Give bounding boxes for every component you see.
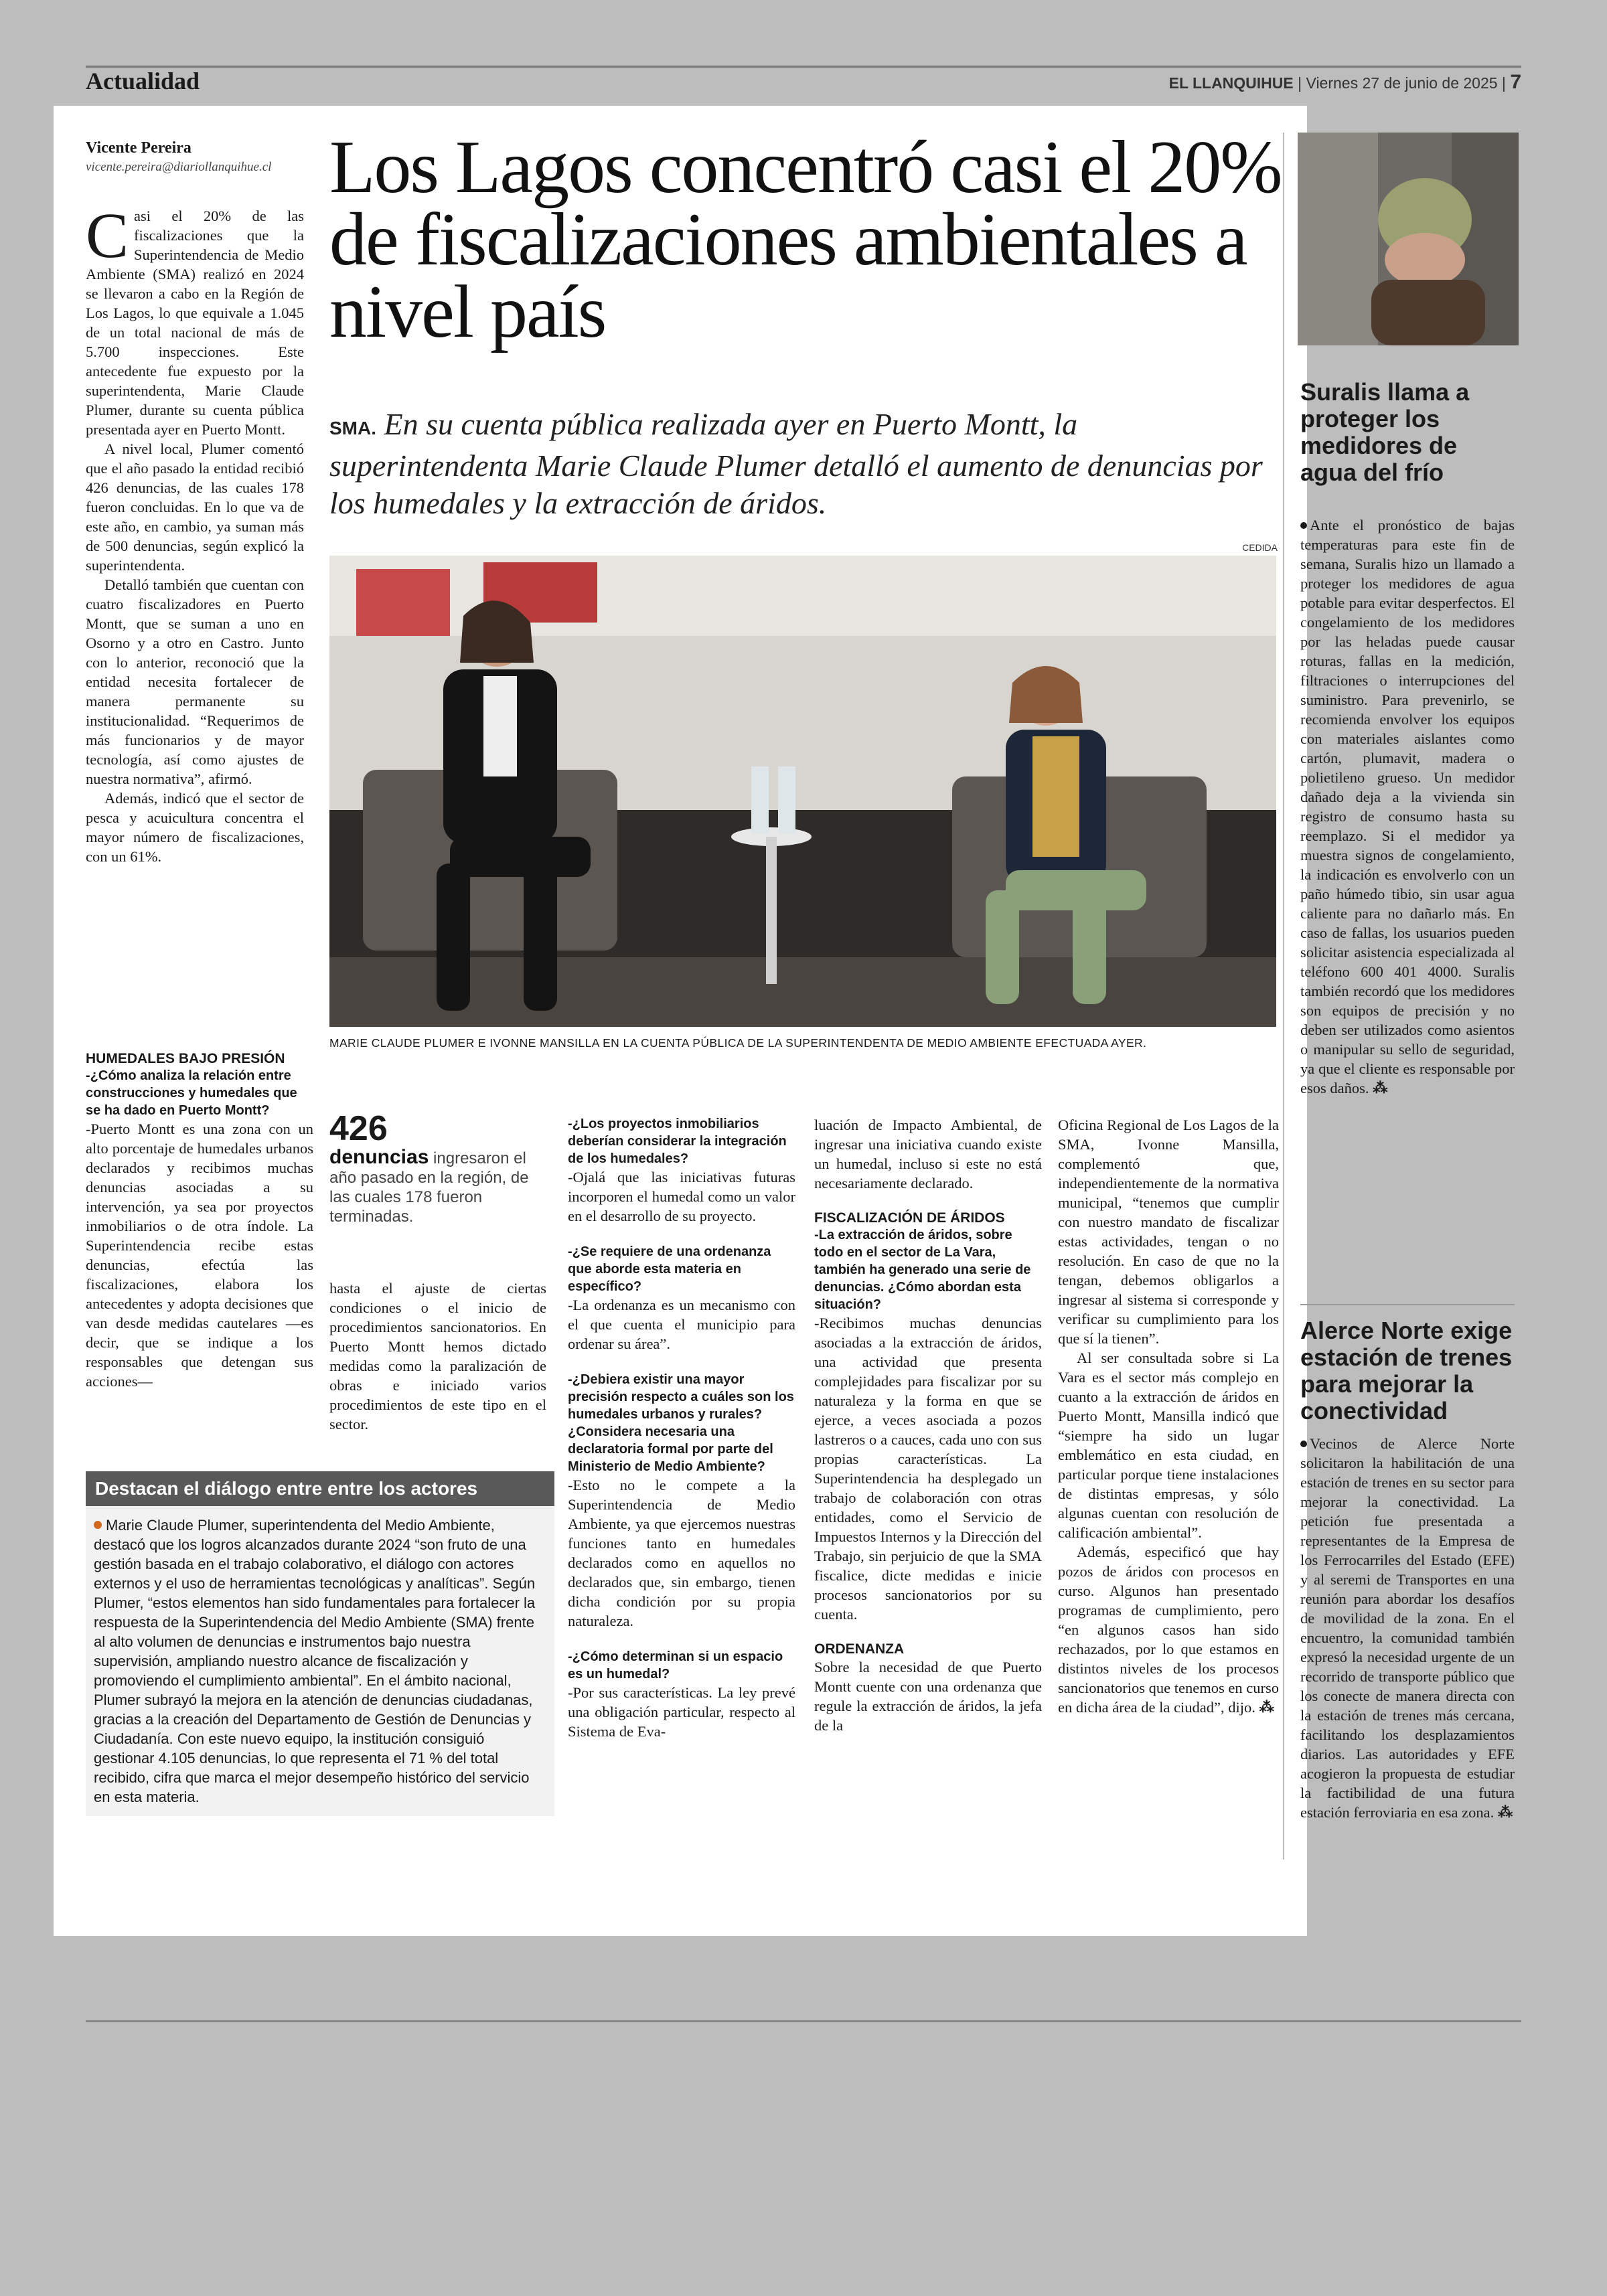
bullet-icon (94, 1521, 102, 1529)
headline: Los Lagos concentró casi el 20% de fiscalizaciones ambientales a nivel país (329, 126, 1282, 353)
answer: -Esto no le compete a la Superintendencia de Medio Ambiente, ya que ejercemos nuestras funciones tanto en humedales declarados como en aquellos no declarados que, sin embargo, tienen dicha condición por su propia naturaleza. (568, 1477, 795, 1629)
footer-rule (86, 2020, 1521, 2022)
body-paragraph: Al ser consultada sobre si La Vara es el sector más complejo en cuanto a la extracción de áridos en Puerto Montt, Mansilla indicó que “siempre ha sido un lugar emblemático en esta ciudad, en particular porque tiene instalaciones de distintas empresas, y sólo algunas cuentan con resolución de calificación ambiental”. (1058, 1349, 1279, 1541)
paper-name: EL LLANQUIHUE (1168, 74, 1294, 92)
column-divider (1283, 133, 1284, 1860)
mansilla-column (1058, 1115, 1279, 1717)
body-paragraph: Además, indicó que el sector de pesca y acuicultura concentra el mayor número de fiscalizaciones, con un 61%. (86, 790, 304, 865)
byline (86, 139, 300, 175)
sidebar-photo (1298, 133, 1519, 345)
photo-credit: CEDIDA (1242, 542, 1278, 553)
subhead-aridos: FISCALIZACIÓN DE ÁRIDOS (814, 1210, 1005, 1226)
answer: -Recibimos muchas denuncias asociadas a la extracción de áridos, una actividad que presenta complejidades para fiscalizar por su naturaleza y la forma en que se ejerce, a veces asociada a pozos lastreros o a cauces, cada uno con sus propias características. La Superintendencia ha desplegado un trabajo de colaboración con otras entidades, como el Servicio de Impuestos Internos y la Dirección del Trabajo, sin perjuicio de que la SMA fiscalice, dicte medidas e inicie procesos sancionatorios por su cuenta. (814, 1315, 1042, 1623)
section-label: Actualidad (86, 68, 200, 94)
stage-scene-image (329, 556, 1276, 1027)
author-name: Vicente Pereira (86, 139, 192, 157)
answer: -Puerto Montt es una zona con un alto porcentaje de humedales urbanos declarados y recibimos muchas denuncias asociadas a su intervención, ya sea por proyectos inmobiliarios o de otra índole. La Superintendencia recibe estas denuncias, efectúa las fiscalizaciones, elabora los antecedentes y adopta decisiones que van desde medidas cautelares —es decir, que se indique a los responsables que detengan sus acciones— (86, 1121, 313, 1390)
lead-column (86, 199, 304, 866)
body-paragraph: Oficina Regional de Los Lagos de la SMA, Ivonne Mansilla, complementó que, independientemente de la normativa municipal, “tenemos que cumplir con nuestro mandato de fiscalizar estas actividades, tengan o no resolución. En caso de que no la tengan, debemos obligarlos a ingresar al sistema si corresponde y verificar su cumplimiento para los que sí la tienen”. (1058, 1117, 1279, 1347)
page-number: 7 (1510, 71, 1521, 93)
winter-person-image (1298, 133, 1519, 345)
answer-continued: hasta el ajuste de ciertas condiciones o el inicio de procedimientos sancionatorios. En Puerto Montt hemos dictado medidas como la paralización de obras e iniciado varios procedimientos de este tipo en el sector. (329, 1280, 546, 1432)
drop-cap: C (86, 199, 129, 271)
sidebar-headline-suralis: Suralis llama a proteger los medidores de agua del frío (1300, 378, 1470, 486)
subhead-ordenanza: ORDENANZA (814, 1641, 905, 1657)
page-folio: EL LLANQUIHUE | Viernes 27 de junio de 2025 | 7 (1168, 71, 1521, 93)
stat-number: 426 (329, 1109, 388, 1148)
sidebar-text-suralis: Ante el pronóstico de bajas temperaturas para este fin de semana, Suralis hizo un llamado a proteger los medidores de agua potable para evitar desperfectos. El congelamiento de los medidores por las heladas puede causar roturas, fallas en la medición, filtraciones o interrupciones del suministro. Para prevenirlo, se recomienda envolver los equipos con materiales aislantes como cartón, plumavit, madera o polietileno grueso. Un medidor dañado deja a la vivienda sin registro de consumo hasta su reemplazo. Si el medidor ya muestra signos de congelamiento, la indicación es envolverlo con un paño húmedo tibio, sin usar agua caliente para no dañarlo más. En caso de fallas, los usuarios pueden solicitar asistencia especializada al teléfono 600 401 4000. Suralis también recordó que los medidores son equipos de precisión y no deben ser utilizados como asientos o manipular su sello de seguridad, ya que el cliente es responsable por esos daños. ⁂ (1300, 517, 1515, 1096)
bullet-icon (1300, 1441, 1307, 1447)
answer: -La ordenanza es un mecanismo con el que cuenta el municipio para ordenar su área”. (568, 1297, 795, 1352)
qa-column (568, 1115, 795, 1758)
author-email: vicente.pereira@diariollanquihue.cl (86, 160, 272, 174)
end-mark: ⁂ (1259, 1699, 1274, 1716)
body-paragraph: luación de Impacto Ambiental, de ingresar una iniciativa cuando existe un humedal, incluso si este no está necesariamente declarado. (814, 1117, 1042, 1192)
body-paragraph: Además, especificó que hay pozos de áridos con procesos en curso. Algunos han presentado programas de cumplimiento, pero “en algunos casos han sido rechazados, por lo que estamos en distintos niveles de los procesos sancionatorios que tenemos en curso en dicha área de la ciudad”, dijo. ⁂ (1058, 1544, 1279, 1716)
event-photo (329, 556, 1276, 1027)
stat-text: denuncias ingresaron el año pasado en la región, de las cuales 178 fueron terminadas. (329, 1146, 529, 1226)
body-paragraph: Sobre la necesidad de que Puerto Montt cuente con una ordenanza que regule la extracción de áridos, la jefa de la (814, 1659, 1042, 1734)
end-mark: ⁂ (1497, 1804, 1513, 1821)
question: -¿Cómo determinan si un espacio es un humedal? (568, 1649, 783, 1682)
header-rule (86, 66, 1521, 68)
box-title: Destacan el diálogo entre entre los actores (86, 1471, 554, 1506)
question: -¿Los proyectos inmobiliarios deberían considerar la integración de los humedales? (568, 1117, 787, 1166)
lead-paragraph: Casi el 20% de las fiscalizaciones que la Superintendencia de Medio Ambiente (SMA) realizó en 2024 se llevaron a cabo en la Región de Los Lagos, lo que equivale a 1.045 de un total nacional de más de 5.700 inspecciones. Este antecedente fue expuesto por la superintendenta, Marie Claude Plumer, durante su cuenta pública presentada ayer en Puerto Montt. (86, 199, 304, 438)
deck-tag: SMA. (329, 418, 376, 438)
answer: -Por sus características. La ley prevé una obligación particular, respecto al Sistema de Eva- (568, 1684, 795, 1740)
answer: -Ojalá que las iniciativas futuras incorporen el humedal como un valor en el desarrollo de su proyecto. (568, 1169, 795, 1224)
question: -¿Se requiere de una ordenanza que aborde esta materia en específico? (568, 1244, 771, 1294)
body-paragraph: A nivel local, Plumer comentó que el año pasado la entidad recibió 426 denuncias, de las cuales 178 fueron concluidas. En lo que va de este año, en cambio, ya suman más de 500 denuncias, según explicó la superintendenta. (86, 440, 304, 574)
aridos-column (814, 1115, 1042, 1735)
stat-label: denuncias (329, 1146, 429, 1168)
question: -La extracción de áridos, sobre todo en el sector de La Vara, también ha generado una serie de denuncias. ¿Cómo abordan esta situación? (814, 1228, 1031, 1312)
body-paragraph: Detalló también que cuentan con cuatro fiscalizadores en Puerto Montt, que se suman a uno en Osorno y a otro en Castro. Junto con lo anterior, reconoció que la entidad necesita fortalecer de manera permanente su institucionalidad. “Requerimos de más funcionarios y de mayor tecnología, así como ajustes de nuestra normativa”, afirmó. (86, 576, 304, 787)
box-body: Marie Claude Plumer, superintendenta del Medio Ambiente, destacó que los logros alcanzados durante 2024 “son fruto de una gestión basada en el trabajo colaborativo, el diálogo con actores externos y el uso de herramientas tecnológicas y analíticas”. Según Plumer, “estos elementos han sido fundamentales para fortalecer la respuesta de la Superintendencia del Medio Ambiente (SMA) frente al alto volumen de denuncias e instrumentos bajo nuestra supervisión, ampliando nuestro alcance de fiscalización y promoviendo el cumplimiento ambiental”. En el ámbito nacional, Plumer subrayó la mejora en la atención de denuncias ciudadanas, gracias a la creación del Departamento de Gestión de Denuncias y Ciudadanía. Con este nuevo equipo, la institución consiguió gestionar 4.105 denuncias, lo que representa el 71 % del total recibido, cifra que marca el mejor desempeño histórico del servicio en esta materia. (86, 1506, 554, 1816)
sidebar-headline-alerce: Alerce Norte exige estación de trenes para mejorar la conectividad (1300, 1317, 1513, 1424)
humedales-column (86, 1051, 313, 1391)
question: -¿Cómo analiza la relación entre construcciones y humedales que se ha dado en Puerto Montt? (86, 1068, 297, 1118)
bullet-icon (1300, 522, 1307, 529)
deck-text: En su cuenta pública realizada ayer en Puerto Montt, la superintendenta Marie Claude Plumer detalló el aumento de denuncias por los humedales y la extracción de áridos. (329, 407, 1263, 520)
subhead-humedales: HUMEDALES BAJO PRESIÓN (86, 1051, 285, 1066)
sidebar-text-alerce: Vecinos de Alerce Norte solicitaron la habilitación de una estación de trenes en su sector para mejorar la conectividad. La petición fue presentada a representantes de la Empresa de los Ferrocarriles del Estado (EFE) y al seremi de Transportes en una reunión para abordar los desafíos de movilidad de la zona. En el encuentro, la comunidad también expresó la necesidad urgente de un recorrido de transporte público que los conecte de manera directa con la estación de trenes más cercana, facilitando los desplazamientos diarios. Las autoridades y EFE acogieron la propuesta de estudiar la factibilidad de una futura estación ferroviaria en esa zona. ⁂ (1300, 1435, 1515, 1821)
question: -¿Debiera existir una mayor precisión respecto a cuáles son los humedales urbanos y rurales? ¿Considera necesaria una declaratoria formal por parte del Ministerio de Medio Ambiente? (568, 1372, 794, 1474)
issue-date: Viernes 27 de junio de 2025 (1306, 74, 1498, 92)
photo-caption: MARIE CLAUDE PLUMER E IVONNE MANSILLA EN LA CUENTA PÚBLICA DE LA SUPERINTENDENTA DE MEDIO AMBIENTE EFECTUADA AYER. (329, 1036, 1147, 1050)
stat-callout (329, 1110, 550, 1226)
end-mark: ⁂ (1373, 1080, 1388, 1096)
newspaper-page (54, 106, 1515, 1936)
deck (329, 406, 1274, 522)
sidebar-divider (1300, 1304, 1515, 1305)
